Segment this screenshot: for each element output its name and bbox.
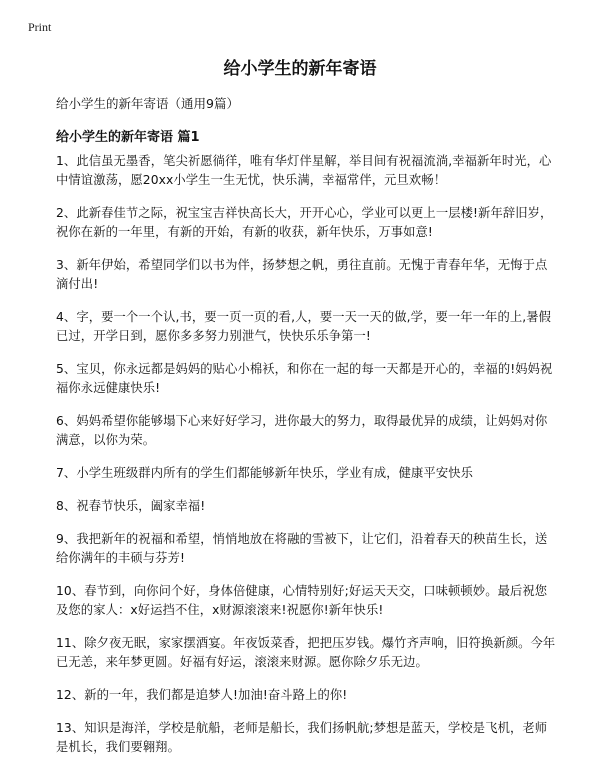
- list-item: 13、知识是海洋，学校是航船，老师是船长，我们扬帆航;梦想是蓝天，学校是飞机，老师是机长，我们要翱翔。: [56, 721, 548, 754]
- list-item: 10、春节到，向你问个好，身体倍健康，心情特别好;好运天天交，口味顿顿妙。最后祝您及您的家人：x好运挡不住，x财源滚滚来!祝愿你!新年快乐!: [56, 584, 548, 617]
- list-item: 9、我把新年的祝福和希望，悄悄地放在将融的雪被下，让它们，沿着春天的秧苗生长，送给你满年的丰硕与芬芳!: [56, 532, 548, 565]
- list-item: 6、妈妈希望你能够塌下心来好好学习，进你最大的努力，取得最优异的成绩，让妈妈对你满意，以你为荣。: [56, 414, 548, 447]
- print-link[interactable]: Print: [28, 20, 52, 34]
- list-item: 2、此新春佳节之际，祝宝宝吉祥快高长大，开开心心，学业可以更上一层楼!新年辞旧岁，祝你在新的一年里，有新的开始，有新的收获，新年快乐，万事如意!: [56, 206, 553, 239]
- list-item: 4、字，要一个一个认,书，要一页一页的看,人，要一天一天的做,学，要一年一年的上,暑假已过，开学日到，愿你多多努力别泄气，快快乐乐争第一!: [56, 310, 552, 343]
- section-heading: 给小学生的新年寄语 篇1: [56, 130, 200, 145]
- list-item: 7、小学生班级群内所有的学生们都能够新年快乐，学业有成，健康平安快乐: [56, 466, 474, 480]
- list-item: 1、此信虽无墨香，笔尖祈愿徜徉，唯有华灯伴星解，举目间有祝福流淌,幸福新年时光，心中情谊激荡，愿20xx小学生一生无忧，快乐满，幸福常伴，元旦欢畅！: [56, 154, 552, 187]
- list-item: 11、除夕夜无眠，家家摆酒宴。年夜饭菜香，把把压岁钱。爆竹齐声响，旧符换新颜。今年已无恙，来年梦更圆。好福有好运，滚滚来财源。愿你除夕乐无边。: [56, 636, 556, 669]
- list-item: 8、祝春节快乐，阖家幸福!: [56, 499, 206, 513]
- list-item: 5、宝贝，你永远都是妈妈的贴心小棉袄，和你在一起的每一天都是开心的，幸福的!妈妈祝福你永远健康快乐!: [56, 362, 553, 395]
- document-title: 给小学生的新年寄语: [223, 59, 377, 79]
- list-item: 3、新年伊始，希望同学们以书为伴，扬梦想之帆，勇往直前。无愧于青春年华，无悔于点滴付出!: [56, 258, 548, 291]
- list-item: 12、新的一年，我们都是追梦人!加油!奋斗路上的你!: [56, 688, 348, 702]
- document-subtitle: 给小学生的新年寄语（通用9篇）: [56, 96, 239, 111]
- wish-list: [56, 152, 556, 771]
